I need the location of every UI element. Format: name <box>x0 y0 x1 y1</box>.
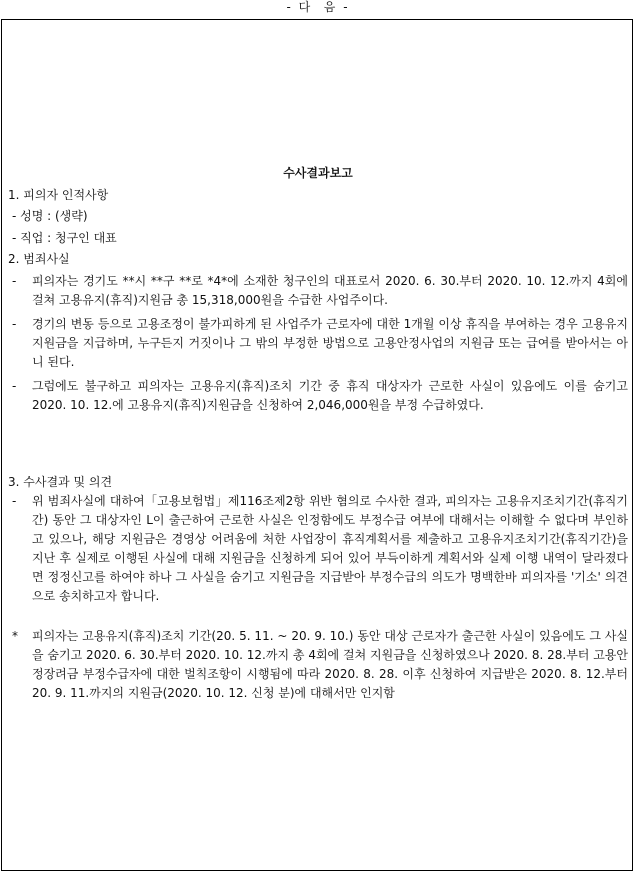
dane-heading: - 다 음 - <box>286 0 350 14</box>
opinion-text: 위 범죄사실에 대하여「고용보험법」제116조제2항 위반 혐의로 수사한 결과, 피의자는 고용유지조치기간(휴직기간) 동안 그 대상자인 L이 출근하여 근로한 사실은 인정함에도 부정수급 여부에 대해서는 이해할 수 없다며 부인하고 있으나, 해당 지원금은 경영상 어려움에 처한 사업장이 휴직계획서를 제출하고 고용유지조치기간(휴직기간)을 지난 후 실제로 이행된 사실에 대해 지원금을 신청하게 되어 있어 부득이하게 계획서와 실제 이행 내역이 달라졌다면 정정신고를 하여야 하나 그 사실을 숨기고 지원금을 지급받아 부정수급의 의도가 명백한바 피의자를 '기소' 의견으로 송치하고자 합니다. <box>32 494 628 603</box>
crime-fact-text: 경기의 변동 등으로 고용조정이 불가피하게 된 사업주가 근로자에 대한 1개월 이상 휴직을 부여하는 경우 고용유지지원금을 지급하며, 누구든지 거짓이나 그 밖의 부정한 방법으로 고용안정사업의 지원금 또는 급여를 받아서는 아니 된다. <box>32 317 628 369</box>
note-item <box>12 627 628 703</box>
crime-fact-text: 피의자는 경기도 **시 **구 **로 *4*에 소재한 청구인의 대표로서 2020. 6. 30.부터 2020. 10. 12.까지 4회에 걸쳐 고용유지(휴직)지원금 총 15,318,000원을 수급한 사업주이다. <box>32 274 628 307</box>
section1-heading: 1. 피의자 인적사항 <box>8 188 109 202</box>
report-frame <box>1 19 633 871</box>
crime-fact-item <box>12 377 628 415</box>
list-dash: - <box>12 494 17 508</box>
crime-fact-text: 그럼에도 불구하고 피의자는 고용유지(휴직)조치 기간 중 휴직 대상자가 근로한 사실이 있음에도 이를 숨기고 2020. 10. 12.에 고용유지(휴직)지원금을 신청하여 2,046,000원을 부정 수급하였다. <box>32 379 628 412</box>
note-text: 피의자는 고용유지(휴직)조치 기간(20. 5. 11. ~ 20. 9. 10.) 동안 대상 근로자가 출근한 사실이 있음에도 그 사실을 숨기고 2020. 6. 30.부터 2020. 10. 12.까지 총 4회에 걸쳐 지원금을 신청하였으나 2020. 8. 28.부터 고용안정장려금 부정수급자에 대한 벌칙조항이 시행됨에 따라 2020. 8. 28. 이후 신청하여 지급받은 2020. 8. 12.부터 20. 9. 11.까지의 지원금(2020. 10. 12. 신청 분)에 대해서만 인지함 <box>32 629 628 700</box>
section3-heading: 3. 수사결과 및 의견 <box>8 475 113 489</box>
section2-heading: 2. 범죄사실 <box>8 252 70 266</box>
list-dash: - <box>12 274 17 288</box>
job-line: - 직업 : 청구인 대표 <box>12 231 117 245</box>
report-title: 수사결과보고 <box>283 166 353 180</box>
list-dash: - <box>12 379 17 393</box>
crime-fact-item <box>12 315 628 372</box>
crime-fact-item <box>12 272 628 310</box>
list-dash: - <box>12 317 17 331</box>
note-marker: * <box>12 629 18 643</box>
opinion-item <box>12 492 628 606</box>
name-line: - 성명 : (생략) <box>12 209 88 223</box>
